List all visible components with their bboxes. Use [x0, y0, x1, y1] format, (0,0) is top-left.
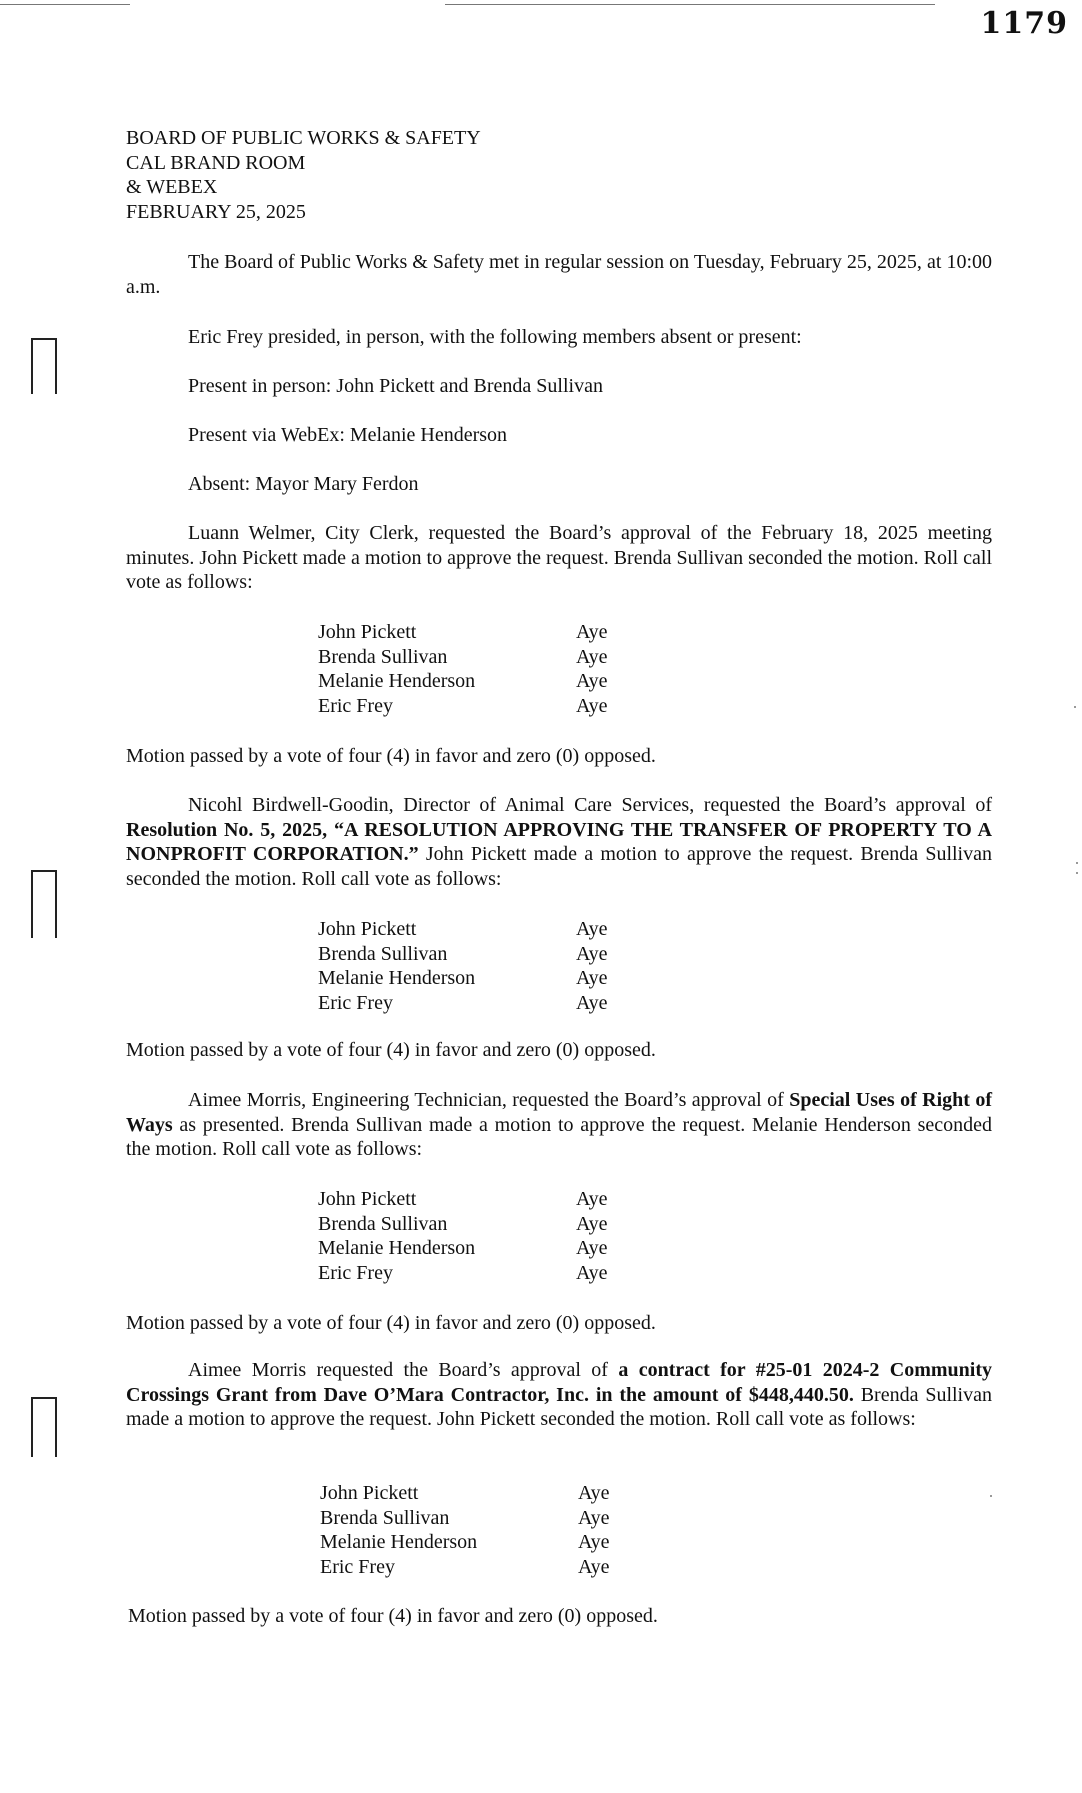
vote-value: Aye — [578, 1506, 610, 1529]
header-webex: & WEBEX — [126, 176, 218, 198]
roll-call-table — [318, 620, 636, 718]
vote-value: Aye — [576, 967, 608, 989]
motion-paragraph — [126, 1088, 992, 1162]
vote-value: Aye — [576, 1261, 608, 1284]
present-in-person-line: Present in person: John Pickett and Brenda Sullivan — [188, 375, 603, 397]
motion-paragraph — [126, 521, 992, 595]
header-board-name: BOARD OF PUBLIC WORKS & SAFETY — [126, 127, 481, 149]
intro-paragraph: The Board of Public Works & Safety met in regular session on Tuesday, February 25, 2025, at 10:00 a.m. — [126, 251, 992, 298]
vote-value: Aye — [576, 621, 608, 643]
voter-name: John Pickett — [318, 918, 417, 940]
roll-call-table — [318, 1187, 636, 1285]
voter-name: John Pickett — [320, 1482, 419, 1504]
motion-paragraph — [126, 1358, 992, 1432]
roll-call-row — [318, 1187, 636, 1212]
motion-result: Motion passed by a vote of four (4) in favor and zero (0) opposed. — [128, 1605, 658, 1627]
voter-name: Brenda Sullivan — [318, 645, 448, 668]
absent-line: Absent: Mayor Mary Ferdon — [188, 473, 419, 495]
voter-name: Eric Frey — [318, 1261, 393, 1284]
header-room: CAL BRAND ROOM — [126, 151, 306, 174]
roll-call-row — [318, 645, 636, 670]
motion-text: Luann Welmer, City Clerk, requested the Board’s approval of the February 18, 2025 meeting minutes. John Pickett made a motion to approve the request. Brenda Sullivan seconded the motion. Roll call vote as follows: — [126, 522, 992, 593]
vote-value: Aye — [576, 670, 608, 692]
presided-line: Eric Frey presided, in person, with the following members absent or present: — [188, 326, 802, 348]
roll-call-row — [318, 1261, 636, 1286]
vote-value: Aye — [578, 1555, 610, 1578]
motion-bold-text: Special Uses of Right of Ways — [126, 1089, 992, 1136]
motion-text: Aimee Morris requested the Board’s approval of — [188, 1359, 619, 1381]
roll-call-row — [320, 1506, 638, 1531]
vote-value: Aye — [576, 1188, 608, 1210]
voter-name: Melanie Henderson — [318, 670, 476, 692]
roll-call-row — [318, 1212, 636, 1237]
roll-call-table — [318, 917, 636, 1015]
scan-speck — [1076, 862, 1078, 864]
roll-call-row — [318, 942, 636, 967]
roll-call-row — [318, 620, 636, 645]
vote-value: Aye — [576, 1237, 608, 1259]
motion-result: Motion passed by a vote of four (4) in favor and zero (0) opposed. — [126, 1039, 656, 1061]
roll-call-table — [320, 1481, 638, 1579]
punch-hole-1 — [31, 338, 57, 394]
voter-name: Eric Frey — [320, 1555, 395, 1578]
roll-call-row — [320, 1481, 638, 1506]
scan-speck — [1074, 706, 1076, 708]
vote-value: Aye — [578, 1482, 610, 1504]
roll-call-row — [318, 917, 636, 942]
punch-hole-2 — [31, 870, 57, 938]
voter-name: Melanie Henderson — [318, 1237, 476, 1259]
voter-name: Melanie Henderson — [318, 967, 476, 989]
roll-call-row — [318, 966, 636, 991]
motion-result: Motion passed by a vote of four (4) in favor and zero (0) opposed. — [126, 1312, 656, 1334]
roll-call-row — [320, 1530, 638, 1555]
document-header — [126, 126, 481, 224]
voter-name: Brenda Sullivan — [320, 1506, 450, 1529]
motion-bold-text: a contract for #25-01 2024-2 Community Crossings Grant from Dave O’Mara Contractor, Inc. in the amount of $448,440.50. — [126, 1359, 992, 1406]
vote-value: Aye — [576, 1212, 608, 1235]
roll-call-row — [320, 1555, 638, 1580]
scan-rule-left — [0, 4, 130, 5]
roll-call-row — [318, 1236, 636, 1261]
vote-value: Aye — [576, 918, 608, 940]
motion-bold-text: Resolution No. 5, 2025, “A RESOLUTION APPROVING THE TRANSFER OF PROPERTY TO A NONPROFIT CORPORATION.” — [126, 818, 992, 865]
motion-paragraph — [126, 793, 992, 891]
vote-value: Aye — [576, 942, 608, 965]
roll-call-row — [318, 669, 636, 694]
vote-value: Aye — [576, 991, 608, 1014]
vote-value: Aye — [576, 694, 608, 717]
header-date: FEBRUARY 25, 2025 — [126, 200, 306, 223]
page-number: 1179 — [980, 6, 1068, 41]
scan-speck — [1076, 872, 1078, 874]
voter-name: Eric Frey — [318, 694, 393, 717]
punch-hole-3 — [31, 1397, 57, 1457]
motion-text: Nicohl Birdwell-Goodin, Director of Animal Care Services, requested the Board’s approval of — [188, 794, 992, 816]
voter-name: John Pickett — [318, 621, 417, 643]
motion-text: Brenda Sullivan made a motion to approve the request. John Pickett seconded the motion. Roll call vote as follows: — [126, 1383, 992, 1430]
motion-text: John Pickett made a motion to approve the request. Brenda Sullivan seconded the motion. Roll call vote as follows: — [126, 843, 992, 890]
motion-text: Aimee Morris, Engineering Technician, requested the Board’s approval of — [188, 1089, 790, 1111]
motion-result: Motion passed by a vote of four (4) in favor and zero (0) opposed. — [126, 745, 656, 767]
roll-call-row — [318, 694, 636, 719]
scan-rule-right — [445, 4, 935, 5]
present-webex-line: Present via WebEx: Melanie Henderson — [188, 424, 508, 446]
scan-speck — [990, 1495, 992, 1497]
voter-name: Eric Frey — [318, 991, 393, 1014]
voter-name: John Pickett — [318, 1188, 417, 1210]
voter-name: Brenda Sullivan — [318, 942, 448, 965]
roll-call-row — [318, 991, 636, 1016]
voter-name: Melanie Henderson — [320, 1531, 478, 1553]
voter-name: Brenda Sullivan — [318, 1212, 448, 1235]
vote-value: Aye — [578, 1531, 610, 1553]
vote-value: Aye — [576, 645, 608, 668]
motion-text: as presented. Brenda Sullivan made a motion to approve the request. Melanie Henderson seconded the motion. Roll call vote as follows: — [126, 1113, 992, 1160]
